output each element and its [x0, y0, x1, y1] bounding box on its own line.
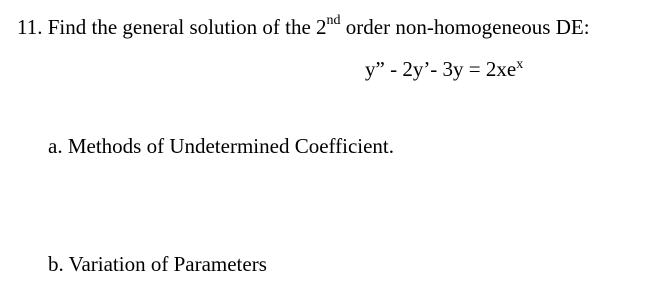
question-statement: [17, 13, 590, 41]
differential-equation: [365, 55, 523, 83]
question-text-before: Find the general solution of the 2: [47, 15, 327, 39]
part-b-label: b. Variation of Parameters: [48, 252, 267, 276]
part-a-label: a. Methods of Undetermined Coefficient.: [48, 134, 395, 158]
question-number: 11.: [17, 15, 43, 39]
ordinal-suffix: nd: [326, 13, 341, 28]
question-text-after: order non-homogeneous DE:: [340, 15, 590, 39]
equation-exponent: x: [516, 57, 524, 72]
equation-body: y” - 2y’- 3y = 2xe: [365, 57, 517, 81]
